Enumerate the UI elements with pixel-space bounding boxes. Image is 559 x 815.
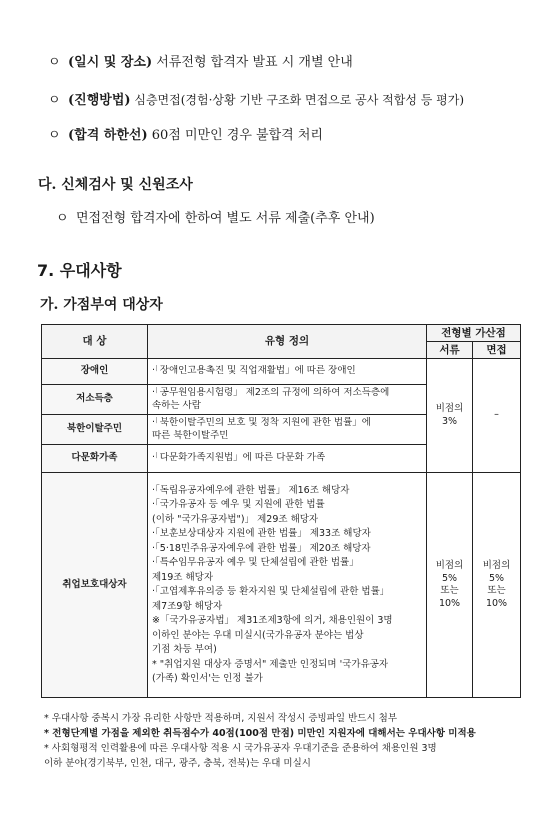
table-row	[42, 473, 521, 698]
interview-points-cell: –	[473, 359, 521, 473]
header-definition: 유형 정의	[148, 325, 427, 359]
circle-bullet-icon: ㅇ	[48, 93, 61, 108]
target-cell: 저소득층	[42, 385, 148, 415]
target-cell: 장애인	[42, 359, 148, 385]
footnote: * 전형단계별 가점을 제외한 취득점수가 40점(100점 만점) 미만인 지원자에 대해서는 우대사항 미적용	[44, 728, 476, 739]
definition-cell: ·「다문화가족지원법」에 따른 다문화 가족	[148, 445, 427, 473]
definition-cell: ·「공무원임용시험령」 제2조의 규정에 의하여 저소득층에 속하는 사람	[148, 385, 427, 415]
header-bonus: 전형별 가산점	[427, 325, 521, 342]
section-7-heading: 7. 우대사항	[37, 261, 122, 280]
circle-bullet-icon: ㅇ	[56, 211, 69, 226]
method-bullet	[48, 91, 464, 110]
target-cell: 북한이탈주민	[42, 415, 148, 445]
definition-cell: ·「북한이탈주민의 보호 및 정착 지원에 관한 법률」에 따른 북한이탈주민	[148, 415, 427, 445]
bullet-label: (진행방법)	[68, 93, 131, 108]
target-cell: 다문화가족	[42, 445, 148, 473]
footnotes	[44, 711, 534, 771]
bullet-label: (합격 하한선)	[68, 128, 148, 143]
bullet-text: 서류전형 합격자 발표 시 개별 안내	[152, 55, 353, 70]
footnote: * 사회형평적 인력활용에 따른 우대사항 적용 시 국가유공자 우대기준을 준용하여 채용인원 3명	[44, 743, 437, 754]
definition-cell: ·「장애인고용촉진 및 직업재활법」에 따른 장애인	[148, 359, 427, 385]
definition-cell: ·「독립유공자예우에 관한 법률」 제16조 해당자 ·「국가유공자 등 예우 및 지원에 관한 법률 (이하 "국가유공자법")」 제29조 해당자 ·「보훈보상대상자 지원에 관한 법률」 제33조 해당자 ·「5·18민주유공자예우에 관한 법률」 제20조 해당자 ·「특수임무유공자 예우 및 단체설립에 관한 법률」 제19조 해당자 ·「고엽제후유의증 등 환자지원 및 단체설립에 관한 법률」 제7조9항 해당자 ※「국가유공자법」 제31조제3항에 의거, 채용인원이 3명 이하인 분야는 우대 미실시(국가유공자 분야는 법상 기점 차등 부여) * "취업지원 대상자 증명서" 제출만 인정되며 '국가유공자 (가족) 확인서'는 인정 불가	[148, 473, 427, 698]
header-target: 대 상	[42, 325, 148, 359]
circle-bullet-icon: ㅇ	[48, 128, 61, 143]
bonus-points-table	[41, 324, 521, 698]
table-row	[42, 359, 521, 385]
bullet-text: 심층면접(경험·상황 기반 구조화 면접으로 공사 적합성 등 평가)	[130, 93, 465, 107]
footnote: * 우대사항 중복시 가장 유리한 사항만 적용하며, 지원서 작성시 증빙파일 반드시 첨부	[44, 713, 398, 724]
bullet-label: (일시 및 장소)	[68, 55, 153, 70]
header-interview: 면접	[473, 342, 521, 359]
cutoff-bullet	[48, 127, 323, 145]
header-doc: 서류	[427, 342, 473, 359]
doc-points-cell: 비점의 5% 또는 10%	[427, 473, 473, 698]
section-c-bullet	[56, 210, 375, 228]
interview-points-cell: 비점의 5% 또는 10%	[473, 473, 521, 698]
section-c-heading: 다. 신체검사 및 신원조사	[38, 177, 193, 193]
bullet-text: 60점 미만인 경우 불합격 처리	[147, 128, 323, 143]
doc-points-cell: 비점의 3%	[427, 359, 473, 473]
target-cell: 취업보호대상자	[42, 473, 148, 698]
circle-bullet-icon: ㅇ	[48, 55, 61, 70]
schedule-bullet	[48, 54, 353, 72]
footnote: 이하 분야(경기북부, 인천, 대구, 광주, 충북, 전북)는 우대 미실시	[44, 758, 311, 769]
sub-a-heading: 가. 가점부여 대상자	[40, 297, 163, 313]
bullet-text: 면접전형 합격자에 한하여 별도 서류 제출(추후 안내)	[76, 211, 375, 226]
